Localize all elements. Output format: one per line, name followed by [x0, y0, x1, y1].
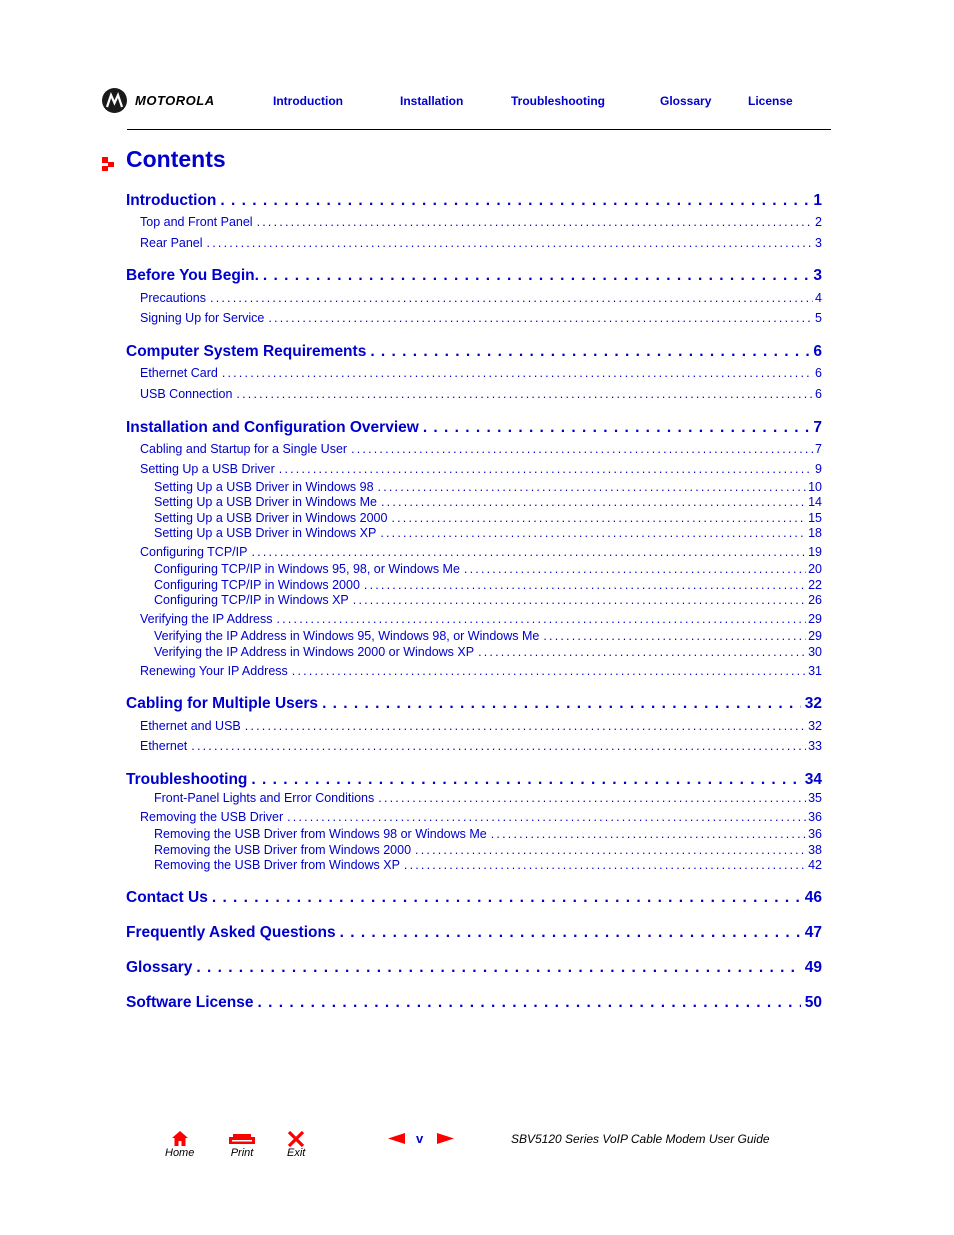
page-number: v	[416, 1131, 424, 1146]
toc-entry[interactable]	[140, 719, 822, 735]
motorola-batwing-icon	[102, 88, 127, 113]
toc-entry-label: Configuring TCP/IP in Windows 95, 98, or Windows Me	[154, 562, 460, 576]
toc-entry-label: Computer System Requirements	[126, 343, 367, 360]
toc-entry-page: 34	[804, 771, 822, 788]
toc-entry[interactable]	[140, 739, 822, 755]
page-title: Contents	[126, 146, 226, 172]
toc-entry[interactable]	[154, 858, 822, 874]
brand-name: MOTOROLA	[135, 93, 215, 108]
toc-entry[interactable]	[126, 959, 822, 979]
toc-entry-page: 31	[808, 664, 822, 678]
toc-entry-page: 42	[808, 858, 822, 872]
print-button[interactable]	[228, 1129, 256, 1159]
print-label: Print	[230, 1147, 254, 1159]
toc-entry-page: 32	[808, 719, 822, 733]
toc-entry-page: 26	[808, 593, 822, 607]
toc-entry-label: USB Connection	[140, 387, 233, 401]
toc-entry-label: Configuring TCP/IP in Windows XP	[154, 593, 349, 607]
toc-entry[interactable]	[140, 236, 822, 252]
motorola-logo	[102, 88, 215, 113]
toc-entry[interactable]	[140, 442, 822, 458]
toc-entry-page: 30	[808, 645, 822, 659]
toc-entry-page: 7	[813, 419, 822, 436]
toc-entry-page: 50	[804, 994, 822, 1011]
toc-entry-label: Renewing Your IP Address	[140, 664, 288, 678]
toc-entry[interactable]	[126, 994, 822, 1014]
nav-introduction[interactable]: Introduction	[273, 94, 343, 108]
toc-entry-label: Software License	[126, 994, 254, 1011]
next-page-icon[interactable]	[437, 1133, 454, 1144]
toc-entry[interactable]	[140, 387, 822, 403]
toc-entry-page: 6	[813, 343, 822, 360]
toc-entry-label: Introduction	[126, 192, 217, 209]
toc-entry[interactable]	[154, 827, 822, 843]
toc-entry-page: 38	[808, 843, 822, 857]
home-button[interactable]	[165, 1129, 194, 1159]
toc-entry[interactable]	[140, 612, 822, 628]
toc-entry[interactable]	[126, 419, 822, 439]
toc-entry-page: 36	[808, 810, 822, 824]
toc-entry[interactable]	[154, 843, 822, 859]
toc-entry-label: Rear Panel	[140, 236, 203, 250]
toc-entry-page: 33	[808, 739, 822, 753]
toc-entry[interactable]	[140, 311, 822, 327]
toc-entry-page: 6	[815, 387, 822, 401]
toc-entry[interactable]	[126, 267, 822, 287]
toc-entry[interactable]	[126, 192, 822, 212]
toc-entry-page: 46	[804, 889, 822, 906]
toc-entry-label: Frequently Asked Questions	[126, 924, 336, 941]
toc-entry-page: 49	[804, 959, 822, 976]
header-divider	[127, 129, 831, 130]
toc-entry-label: Verifying the IP Address in Windows 95, Windows 98, or Windows Me	[154, 629, 540, 643]
toc-entry[interactable]	[154, 645, 822, 661]
toc-entry-page: 3	[815, 236, 822, 250]
toc-entry[interactable]	[140, 462, 822, 478]
toc-entry-label: Verifying the IP Address	[140, 612, 273, 626]
toc-entry[interactable]	[126, 889, 822, 909]
toc-entry[interactable]	[154, 578, 822, 594]
toc-entry[interactable]	[126, 695, 822, 715]
nav-license[interactable]: License	[748, 94, 793, 108]
toc-entry-label: Removing the USB Driver from Windows 2000	[154, 843, 412, 857]
toc-entry-label: Setting Up a USB Driver in Windows Me	[154, 495, 377, 509]
toc-entry-label: Setting Up a USB Driver in Windows XP	[154, 526, 377, 540]
toc-entry-label: Ethernet	[140, 739, 188, 753]
home-icon	[171, 1129, 189, 1147]
toc-entry-page: 29	[808, 629, 822, 643]
toc-entry-page: 20	[808, 562, 822, 576]
toc-entry-page: 35	[808, 791, 822, 805]
toc-entry-page: 29	[808, 612, 822, 626]
toc-entry-page: 18	[808, 526, 822, 540]
toc-entry-label: Ethernet Card	[140, 366, 218, 380]
toc-entry[interactable]	[126, 771, 822, 791]
toc-entry[interactable]	[140, 291, 822, 307]
toc-entry-label: Front-Panel Lights and Error Conditions	[154, 791, 375, 805]
exit-button[interactable]	[287, 1129, 305, 1159]
nav-troubleshooting[interactable]: Troubleshooting	[511, 94, 605, 108]
toc-entry-label: Removing the USB Driver from Windows XP	[154, 858, 400, 872]
toc-entry-page: 14	[808, 495, 822, 509]
toc-entry[interactable]	[154, 495, 822, 511]
toc-entry-page: 6	[815, 366, 822, 380]
toc-entry-label: Precautions	[140, 291, 207, 305]
toc-entry-page: 5	[815, 311, 822, 325]
toc-entry-page: 15	[808, 511, 822, 525]
toc-entry-label: Removing the USB Driver from Windows 98 or Windows Me	[154, 827, 487, 841]
toc-entry[interactable]	[140, 545, 822, 561]
guide-title: SBV5120 Series VoIP Cable Modem User Guide	[511, 1132, 770, 1146]
toc-entry-page: 9	[815, 462, 822, 476]
previous-page-icon[interactable]	[388, 1133, 405, 1144]
home-label: Home	[165, 1147, 195, 1159]
toc-entry-page: 32	[804, 695, 822, 712]
toc-entry[interactable]	[126, 343, 822, 363]
toc-entry-page: 19	[808, 545, 822, 559]
toc-entry-label: Setting Up a USB Driver	[140, 462, 275, 476]
toc-entry-label: Top and Front Panel	[140, 215, 253, 229]
toc-entry-page: 10	[808, 480, 822, 494]
nav-glossary[interactable]: Glossary	[660, 94, 712, 108]
toc-entry-page: 1	[813, 192, 822, 209]
toc-entry-label: Configuring TCP/IP	[140, 545, 248, 559]
exit-label: Exit	[287, 1147, 306, 1159]
toc-entry-label: Configuring TCP/IP in Windows 2000	[154, 578, 360, 592]
toc-entry[interactable]	[154, 562, 822, 578]
toc-entry-page: 4	[815, 291, 822, 305]
toc-entry-page: 7	[815, 442, 822, 456]
toc-entry-label: Installation and Configuration Overview	[126, 419, 419, 436]
printer-icon	[228, 1129, 256, 1147]
toc-entry-label: Before You Begin.	[126, 267, 259, 284]
toc-entry-page: 36	[808, 827, 822, 841]
toc-entry[interactable]	[154, 511, 822, 527]
toc-entry-label: Signing Up for Service	[140, 311, 265, 325]
toc-entry-label: Contact Us	[126, 889, 208, 906]
toc-entry-label: Cabling and Startup for a Single User	[140, 442, 348, 456]
toc-entry-page: 3	[813, 267, 822, 284]
toc-entry-label: Setting Up a USB Driver in Windows 2000	[154, 511, 388, 525]
toc-entry-label: Glossary	[126, 959, 193, 976]
toc-entry-label: Removing the USB Driver	[140, 810, 284, 824]
nav-installation[interactable]: Installation	[400, 94, 464, 108]
toc-entry[interactable]	[154, 480, 822, 496]
toc-entry-page: 2	[815, 215, 822, 229]
toc-entry[interactable]	[140, 810, 822, 826]
toc-entry[interactable]	[154, 629, 822, 645]
toc-entry-label: Setting Up a USB Driver in Windows 98	[154, 480, 374, 494]
toc-entry[interactable]	[154, 593, 822, 609]
toc-entry-page: 22	[808, 578, 822, 592]
exit-x-icon	[287, 1129, 305, 1147]
toc-entry[interactable]	[154, 526, 822, 542]
toc-entry-label: Cabling for Multiple Users	[126, 695, 319, 712]
toc-entry-label: Troubleshooting	[126, 771, 248, 788]
toc-entry[interactable]	[140, 664, 822, 680]
toc-entry-label: Verifying the IP Address in Windows 2000 or Windows XP	[154, 645, 475, 659]
toc-entry-label: Ethernet and USB	[140, 719, 241, 733]
toc-entry[interactable]	[154, 791, 822, 807]
toc-entry-page: 47	[804, 924, 822, 941]
toc-entry[interactable]	[140, 366, 822, 382]
title-bullet-icon	[102, 157, 116, 176]
toc-entry[interactable]	[140, 215, 822, 231]
toc-entry[interactable]	[126, 924, 822, 944]
